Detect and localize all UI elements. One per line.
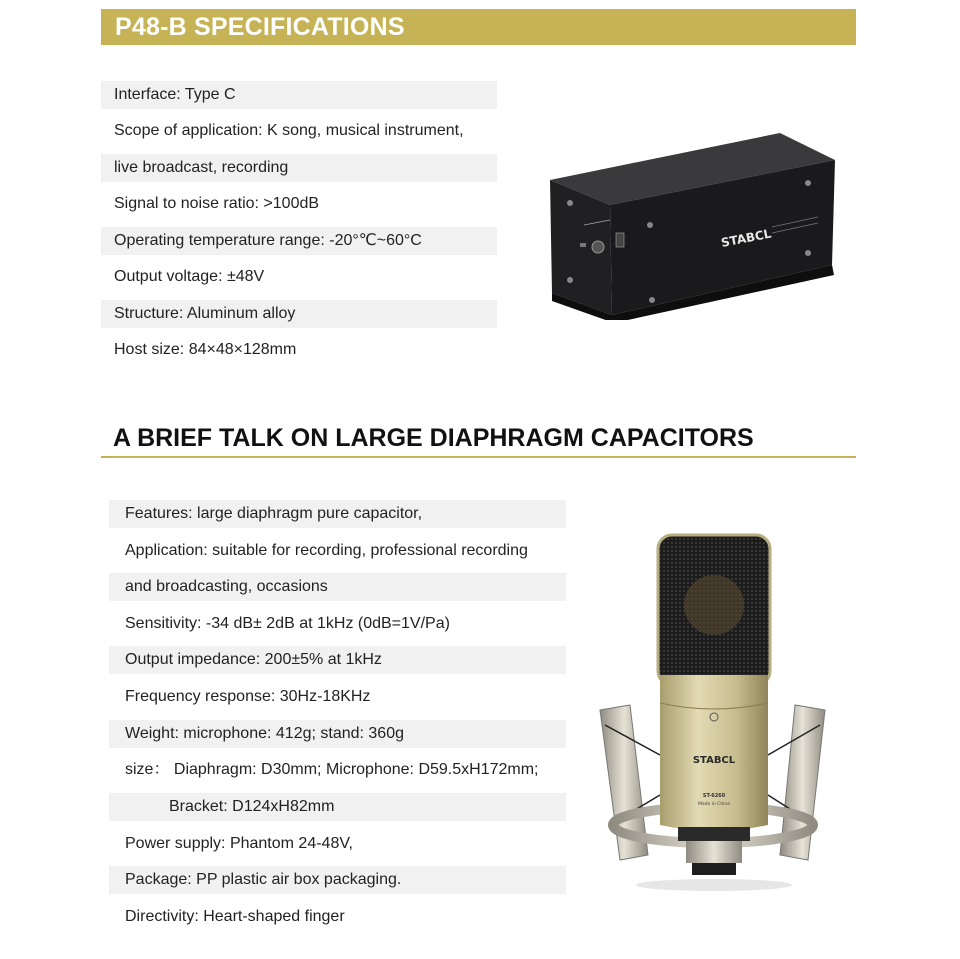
spec-text: Power supply: Phantom 24-48V,: [125, 835, 353, 852]
spec-text: Output voltage: ±48V: [114, 268, 265, 285]
phantom-power-box-image: [540, 125, 840, 320]
spec-row: [109, 830, 566, 858]
spec-row: [109, 646, 566, 674]
spec-row: [109, 720, 566, 748]
spec-row: [109, 866, 566, 894]
title-underline: [101, 456, 856, 458]
spec-row: [109, 573, 566, 601]
spec-text: Operating temperature range: -20°℃~60°C: [114, 232, 422, 249]
spec-text: Scope of application: K song, musical instrument,: [114, 122, 464, 139]
mic-origin-label: Made in China: [697, 802, 731, 807]
spec-text: size： Diaphragm: D30mm; Microphone: D59.5xH172mm;: [125, 761, 539, 778]
spec-row: [101, 263, 497, 291]
mic-model-label: ST-6260: [702, 793, 726, 799]
section-title: A BRIEF TALK ON LARGE DIAPHRAGM CAPACITORS: [113, 424, 754, 452]
spec-text: live broadcast, recording: [114, 159, 289, 176]
spec-row: [109, 537, 566, 565]
spec-row: [101, 81, 497, 109]
spec-title-banner: [101, 9, 856, 45]
section-title: P48-B SPECIFICATIONS: [115, 13, 405, 41]
condenser-microphone-image: [590, 525, 835, 895]
device-brand-label: STABCL: [719, 226, 773, 250]
spec-text: Output impedance: 200±5% at 1kHz: [125, 651, 382, 668]
spec-text: Weight: microphone: 412g; stand: 360g: [125, 725, 404, 742]
spec-row: [109, 500, 566, 528]
spec-row: [101, 336, 497, 364]
spec-text: Bracket: D124xH82mm: [169, 798, 335, 815]
spec-text: Application: suitable for recording, professional recording: [125, 542, 528, 559]
spec-row: [109, 683, 566, 711]
spec-text: Structure: Aluminum alloy: [114, 305, 296, 322]
spec-text: Sensitivity: -34 dB± 2dB at 1kHz (0dB=1V/Pa): [125, 615, 450, 632]
mic-brand-label: STABCL: [692, 755, 736, 766]
spec-text: Host size: 84×48×128mm: [114, 341, 297, 358]
spec-row: [101, 190, 497, 218]
spec-row: [109, 903, 566, 931]
spec-text: Signal to noise ratio: >100dB: [114, 195, 320, 212]
spec-text: Directivity: Heart-shaped finger: [125, 908, 345, 925]
spec-row: [109, 793, 566, 821]
spec-row: [109, 756, 566, 784]
spec-row: [101, 117, 497, 145]
spec-row: [101, 227, 497, 255]
spec-row: [109, 610, 566, 638]
spec-text: Features: large diaphragm pure capacitor,: [125, 505, 423, 522]
spec-text: Interface: Type C: [114, 86, 236, 103]
spec-text: and broadcasting, occasions: [125, 578, 328, 595]
spec-text: Frequency response: 30Hz-18KHz: [125, 688, 371, 705]
spec-text: Package: PP plastic air box packaging.: [125, 871, 402, 888]
spec-row: [101, 300, 497, 328]
spec-row: [101, 154, 497, 182]
